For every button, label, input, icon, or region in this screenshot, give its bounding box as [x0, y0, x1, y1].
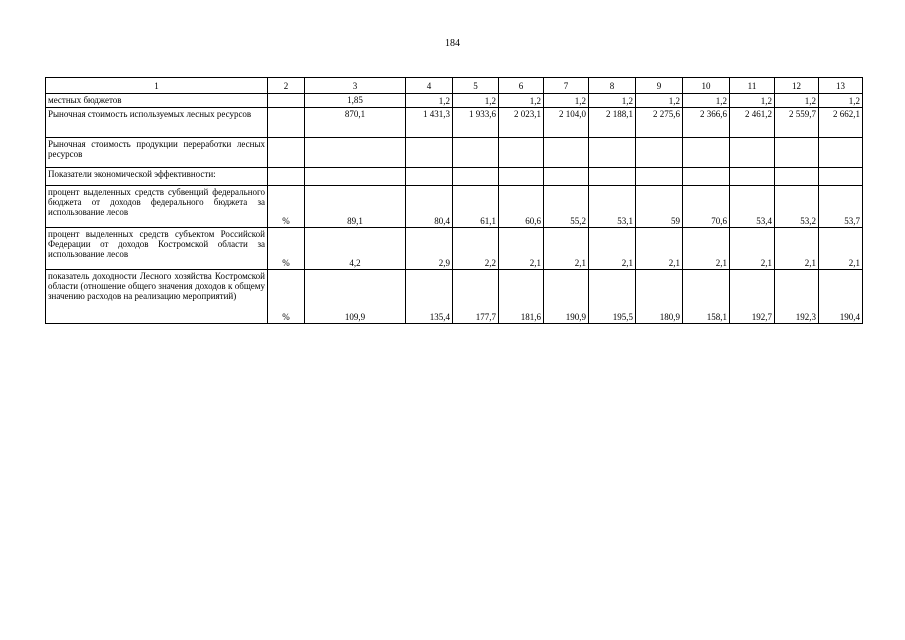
value-cell — [305, 138, 406, 168]
value-cell: 181,6 — [499, 270, 544, 324]
row-unit — [268, 138, 305, 168]
row-label: показатель доходности Лесного хозяйства Костромской области (отношение общего значения доходов к общему значению расходов на реализацию мероприятий) — [46, 270, 268, 324]
value-cell: 1,2 — [730, 94, 775, 108]
table-row — [46, 94, 863, 108]
table-row — [46, 108, 863, 138]
value-cell: 2,1 — [683, 228, 730, 270]
table-row — [46, 138, 863, 168]
value-cell — [819, 168, 863, 186]
value-cell — [544, 168, 589, 186]
value-cell: 2,1 — [775, 228, 819, 270]
value-cell: 158,1 — [683, 270, 730, 324]
value-cell: 80,4 — [406, 186, 453, 228]
value-cell: 1,2 — [819, 94, 863, 108]
header-cell: 12 — [775, 78, 819, 94]
value-cell — [636, 138, 683, 168]
row-unit — [268, 108, 305, 138]
value-cell — [453, 138, 499, 168]
value-cell: 177,7 — [453, 270, 499, 324]
value-cell: 192,7 — [730, 270, 775, 324]
value-cell: 2,1 — [589, 228, 636, 270]
value-cell: 190,9 — [544, 270, 589, 324]
value-cell — [730, 168, 775, 186]
row-unit: % — [268, 186, 305, 228]
value-cell — [775, 138, 819, 168]
value-cell — [406, 138, 453, 168]
header-cell: 10 — [683, 78, 730, 94]
value-cell — [544, 138, 589, 168]
value-cell: 870,1 — [305, 108, 406, 138]
page-number: 184 — [445, 38, 460, 49]
header-cell: 6 — [499, 78, 544, 94]
table-row — [46, 270, 863, 324]
header-cell: 9 — [636, 78, 683, 94]
value-cell: 2 461,2 — [730, 108, 775, 138]
value-cell: 195,5 — [589, 270, 636, 324]
value-cell: 61,1 — [453, 186, 499, 228]
row-unit — [268, 168, 305, 186]
value-cell: 4,2 — [305, 228, 406, 270]
row-unit — [268, 94, 305, 108]
value-cell: 2,1 — [499, 228, 544, 270]
value-cell: 1,85 — [305, 94, 406, 108]
header-cell: 3 — [305, 78, 406, 94]
value-cell: 70,6 — [683, 186, 730, 228]
value-cell — [589, 138, 636, 168]
value-cell: 2 366,6 — [683, 108, 730, 138]
value-cell: 60,6 — [499, 186, 544, 228]
row-label: Рыночная стоимость используемых лесных ресурсов — [46, 108, 268, 138]
value-cell: 1 431,3 — [406, 108, 453, 138]
table-row — [46, 186, 863, 228]
value-cell — [730, 138, 775, 168]
value-cell: 1 933,6 — [453, 108, 499, 138]
row-label: процент выделенных средств субъектом Российской Федерации от доходов Костромской области за использование лесов — [46, 228, 268, 270]
value-cell: 2 104,0 — [544, 108, 589, 138]
value-cell: 135,4 — [406, 270, 453, 324]
value-cell — [636, 168, 683, 186]
value-cell: 2 662,1 — [819, 108, 863, 138]
header-cell: 4 — [406, 78, 453, 94]
value-cell: 2,9 — [406, 228, 453, 270]
value-cell: 1,2 — [499, 94, 544, 108]
table-row — [46, 228, 863, 270]
data-table — [45, 77, 863, 324]
value-cell: 89,1 — [305, 186, 406, 228]
row-label: Показатели экономической эффективности: — [46, 168, 268, 186]
value-cell: 1,2 — [636, 94, 683, 108]
value-cell: 1,2 — [589, 94, 636, 108]
value-cell: 53,2 — [775, 186, 819, 228]
value-cell: 53,1 — [589, 186, 636, 228]
value-cell — [775, 168, 819, 186]
header-cell: 1 — [46, 78, 268, 94]
value-cell: 1,2 — [544, 94, 589, 108]
header-cell: 11 — [730, 78, 775, 94]
header-cell: 13 — [819, 78, 863, 94]
row-label: местных бюджетов — [46, 94, 268, 108]
row-label: процент выделенных средств субвенций федерального бюджета от доходов федерального бюджета за использование лесов — [46, 186, 268, 228]
value-cell — [683, 168, 730, 186]
value-cell: 2 559,7 — [775, 108, 819, 138]
value-cell: 109,9 — [305, 270, 406, 324]
value-cell: 55,2 — [544, 186, 589, 228]
value-cell: 1,2 — [683, 94, 730, 108]
header-cell: 7 — [544, 78, 589, 94]
value-cell: 1,2 — [453, 94, 499, 108]
value-cell: 192,3 — [775, 270, 819, 324]
row-unit: % — [268, 228, 305, 270]
value-cell: 2 275,6 — [636, 108, 683, 138]
value-cell — [305, 168, 406, 186]
value-cell — [819, 138, 863, 168]
header-cell: 2 — [268, 78, 305, 94]
value-cell — [499, 168, 544, 186]
value-cell: 2,2 — [453, 228, 499, 270]
value-cell: 190,4 — [819, 270, 863, 324]
header-cell: 8 — [589, 78, 636, 94]
value-cell: 180,9 — [636, 270, 683, 324]
value-cell: 2,1 — [544, 228, 589, 270]
value-cell: 2,1 — [819, 228, 863, 270]
value-cell: 59 — [636, 186, 683, 228]
value-cell — [406, 168, 453, 186]
value-cell: 2,1 — [636, 228, 683, 270]
value-cell: 1,2 — [406, 94, 453, 108]
header-row — [46, 78, 863, 94]
row-label: Рыночная стоимость продукции переработки лесных ресурсов — [46, 138, 268, 168]
value-cell: 2 023,1 — [499, 108, 544, 138]
value-cell — [683, 138, 730, 168]
value-cell: 2 188,1 — [589, 108, 636, 138]
table-row — [46, 168, 863, 186]
value-cell — [589, 168, 636, 186]
header-cell: 5 — [453, 78, 499, 94]
value-cell — [453, 168, 499, 186]
value-cell: 2,1 — [730, 228, 775, 270]
value-cell: 53,7 — [819, 186, 863, 228]
value-cell: 53,4 — [730, 186, 775, 228]
row-unit: % — [268, 270, 305, 324]
value-cell — [499, 138, 544, 168]
value-cell: 1,2 — [775, 94, 819, 108]
